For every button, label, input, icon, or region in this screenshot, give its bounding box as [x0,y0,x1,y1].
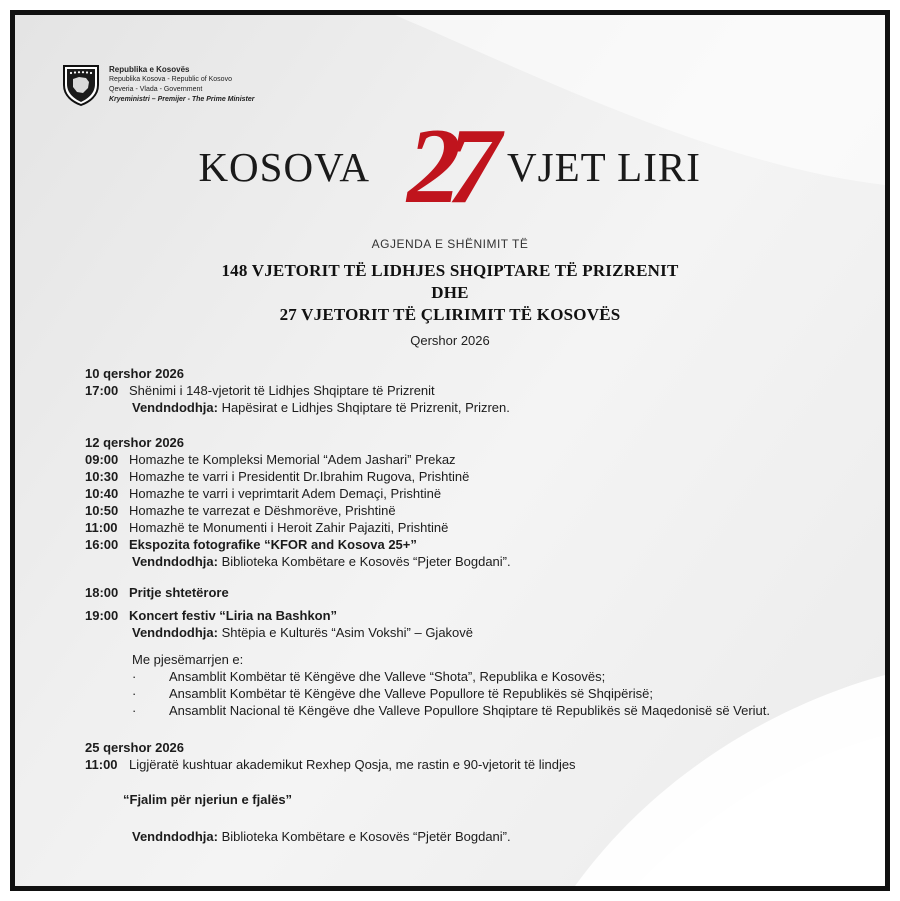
day2-reception: Pritje shtetërore [129,585,229,600]
day3-location [85,828,805,845]
day2-item-text: Homazhe te Kompleksi Memorial “Adem Jashari” Prekaz [129,452,456,467]
day1-date: 10 qershor 2026 [85,366,185,381]
agenda-body [85,365,805,845]
day3-event: Ligjëratë kushtuar akademikut Rexhep Qosja, me rastin e 90-vjetorit të lindjes [129,757,576,772]
day3-time: 11:00 [85,757,118,772]
day2-item-time: 10:50 [85,503,119,518]
agenda-intro: AGJENDA E SHËNIMIT TË [371,237,529,251]
ensemble-text: Ansamblit Kombëtar të Këngëve dhe Valleve “Shota”, Republika e Kosovës; [169,669,606,684]
ensemble-text: Ansamblit Kombëtar të Këngëve dhe Valleve Popullore të Republikës së Shqipërisë; [169,686,653,701]
day1-location-label: Vendndodhja: [132,400,218,415]
day2-item-time: 10:30 [85,469,119,484]
day2-item-row [85,451,805,468]
page-frame [10,10,890,891]
day2-item-text: Homazhë te Monumenti i Heroit Zahir Pajaziti, Prishtinë [129,520,449,535]
day2-expo: Ekspozita fotografike “KFOR and Kosova 25+” [129,537,417,552]
day2-expo-row [85,536,805,553]
day2-item-text: Homazhe te varrezat e Dëshmorëve, Prishtinë [129,503,396,518]
day2-expo-time: 16:00 [85,537,119,552]
day3-lecture-title-wrap [85,791,805,808]
agenda-heading-1: 148 VJETORIT TË LIDHJES SHQIPTARE TË PRIZRENIT [221,261,679,280]
ensemble-text: Ansamblit Nacional të Këngëve dhe Valleve Popullore Shqiptare të Republikës së Maqedonisë së Veriut. [169,703,771,718]
day1-event-row [85,382,805,399]
day2-item-time: 11:00 [85,520,118,535]
header-line-4: Kryeministri – Premijer - The Prime Minister [109,96,255,103]
day2-concert-location-label: Vendndodhja: [132,625,218,640]
day1-time: 17:00 [85,383,119,398]
bullet: · [132,703,137,718]
day2-item-row [85,485,805,502]
bullet: · [132,686,137,701]
ensemble-list-item [85,685,805,702]
day2-expo-location [85,553,805,570]
day2-concert-time: 19:00 [85,608,119,623]
government-header [109,65,255,105]
header-line-3: Qeveria - Vlada - Government [109,86,203,93]
day3-event-row [85,756,805,773]
day3-lecture-title: “Fjalim për njeriun e fjalës” [123,792,293,807]
day2-date: 12 qershor 2026 [85,435,185,450]
day1-location [85,399,805,416]
header-line-2: Republika Kosova - Republic of Kosovo [109,76,232,83]
day2-expo-location-label: Vendndodhja: [132,554,218,569]
title-number: 27 [407,107,487,226]
day1-event: Shënimi i 148-vjetorit të Lidhjes Shqiptare të Prizrenit [129,383,435,398]
ensemble-list-item [85,668,805,685]
day2-concert-location-text: Shtëpia e Kulturës “Asim Vokshi” – Gjakovë [217,625,474,640]
day1-location-text: Hapësirat e Lidhjes Shqiptare të Prizrenit, Prizren. [217,400,510,415]
day3-location-label: Vendndodhja: [132,829,218,844]
title-left-word: KOSOVA [198,144,370,190]
day2-concert-row [85,607,805,624]
day2-item-row [85,502,805,519]
day3-location-text: Biblioteka Kombëtare e Kosovës “Pjetër Bogdani”. [217,829,511,844]
main-title [15,107,885,226]
day2-concert-location [85,624,805,641]
day2-reception-time: 18:00 [85,585,119,600]
day2-item-time: 10:40 [85,486,119,501]
title-right-words: VJET LIRI [507,144,701,190]
day3-date: 25 qershor 2026 [85,740,185,755]
day2-participation: Me pjesëmarrjen e: [132,652,244,667]
header-line-1: Republika e Kosovës [109,65,190,74]
day2-item-row [85,519,805,536]
bullet: · [132,669,137,684]
agenda-heading-2: DHE [431,283,469,302]
day2-reception-row [85,584,805,601]
day2-expo-location-text: Biblioteka Kombëtare e Kosovës “Pjeter Bogdani”. [217,554,511,569]
day2-item-row [85,468,805,485]
day2-item-text: Homazhe te varri i Presidentit Dr.Ibrahim Rugova, Prishtinë [129,469,470,484]
day2-concert: Koncert festiv “Liria na Bashkon” [129,608,338,623]
agenda-heading-3: 27 VJETORIT TË ÇLIRIMIT TË KOSOVËS [279,305,621,324]
day2-item-time: 09:00 [85,452,119,467]
day2-item-text: Homazhe te varri i veprimtarit Adem Demaçi, Prishtinë [129,486,442,501]
ensemble-list-item [85,702,805,719]
kosovo-coat-of-arms-icon [61,63,101,107]
agenda-month: Qershor 2026 [410,333,490,348]
